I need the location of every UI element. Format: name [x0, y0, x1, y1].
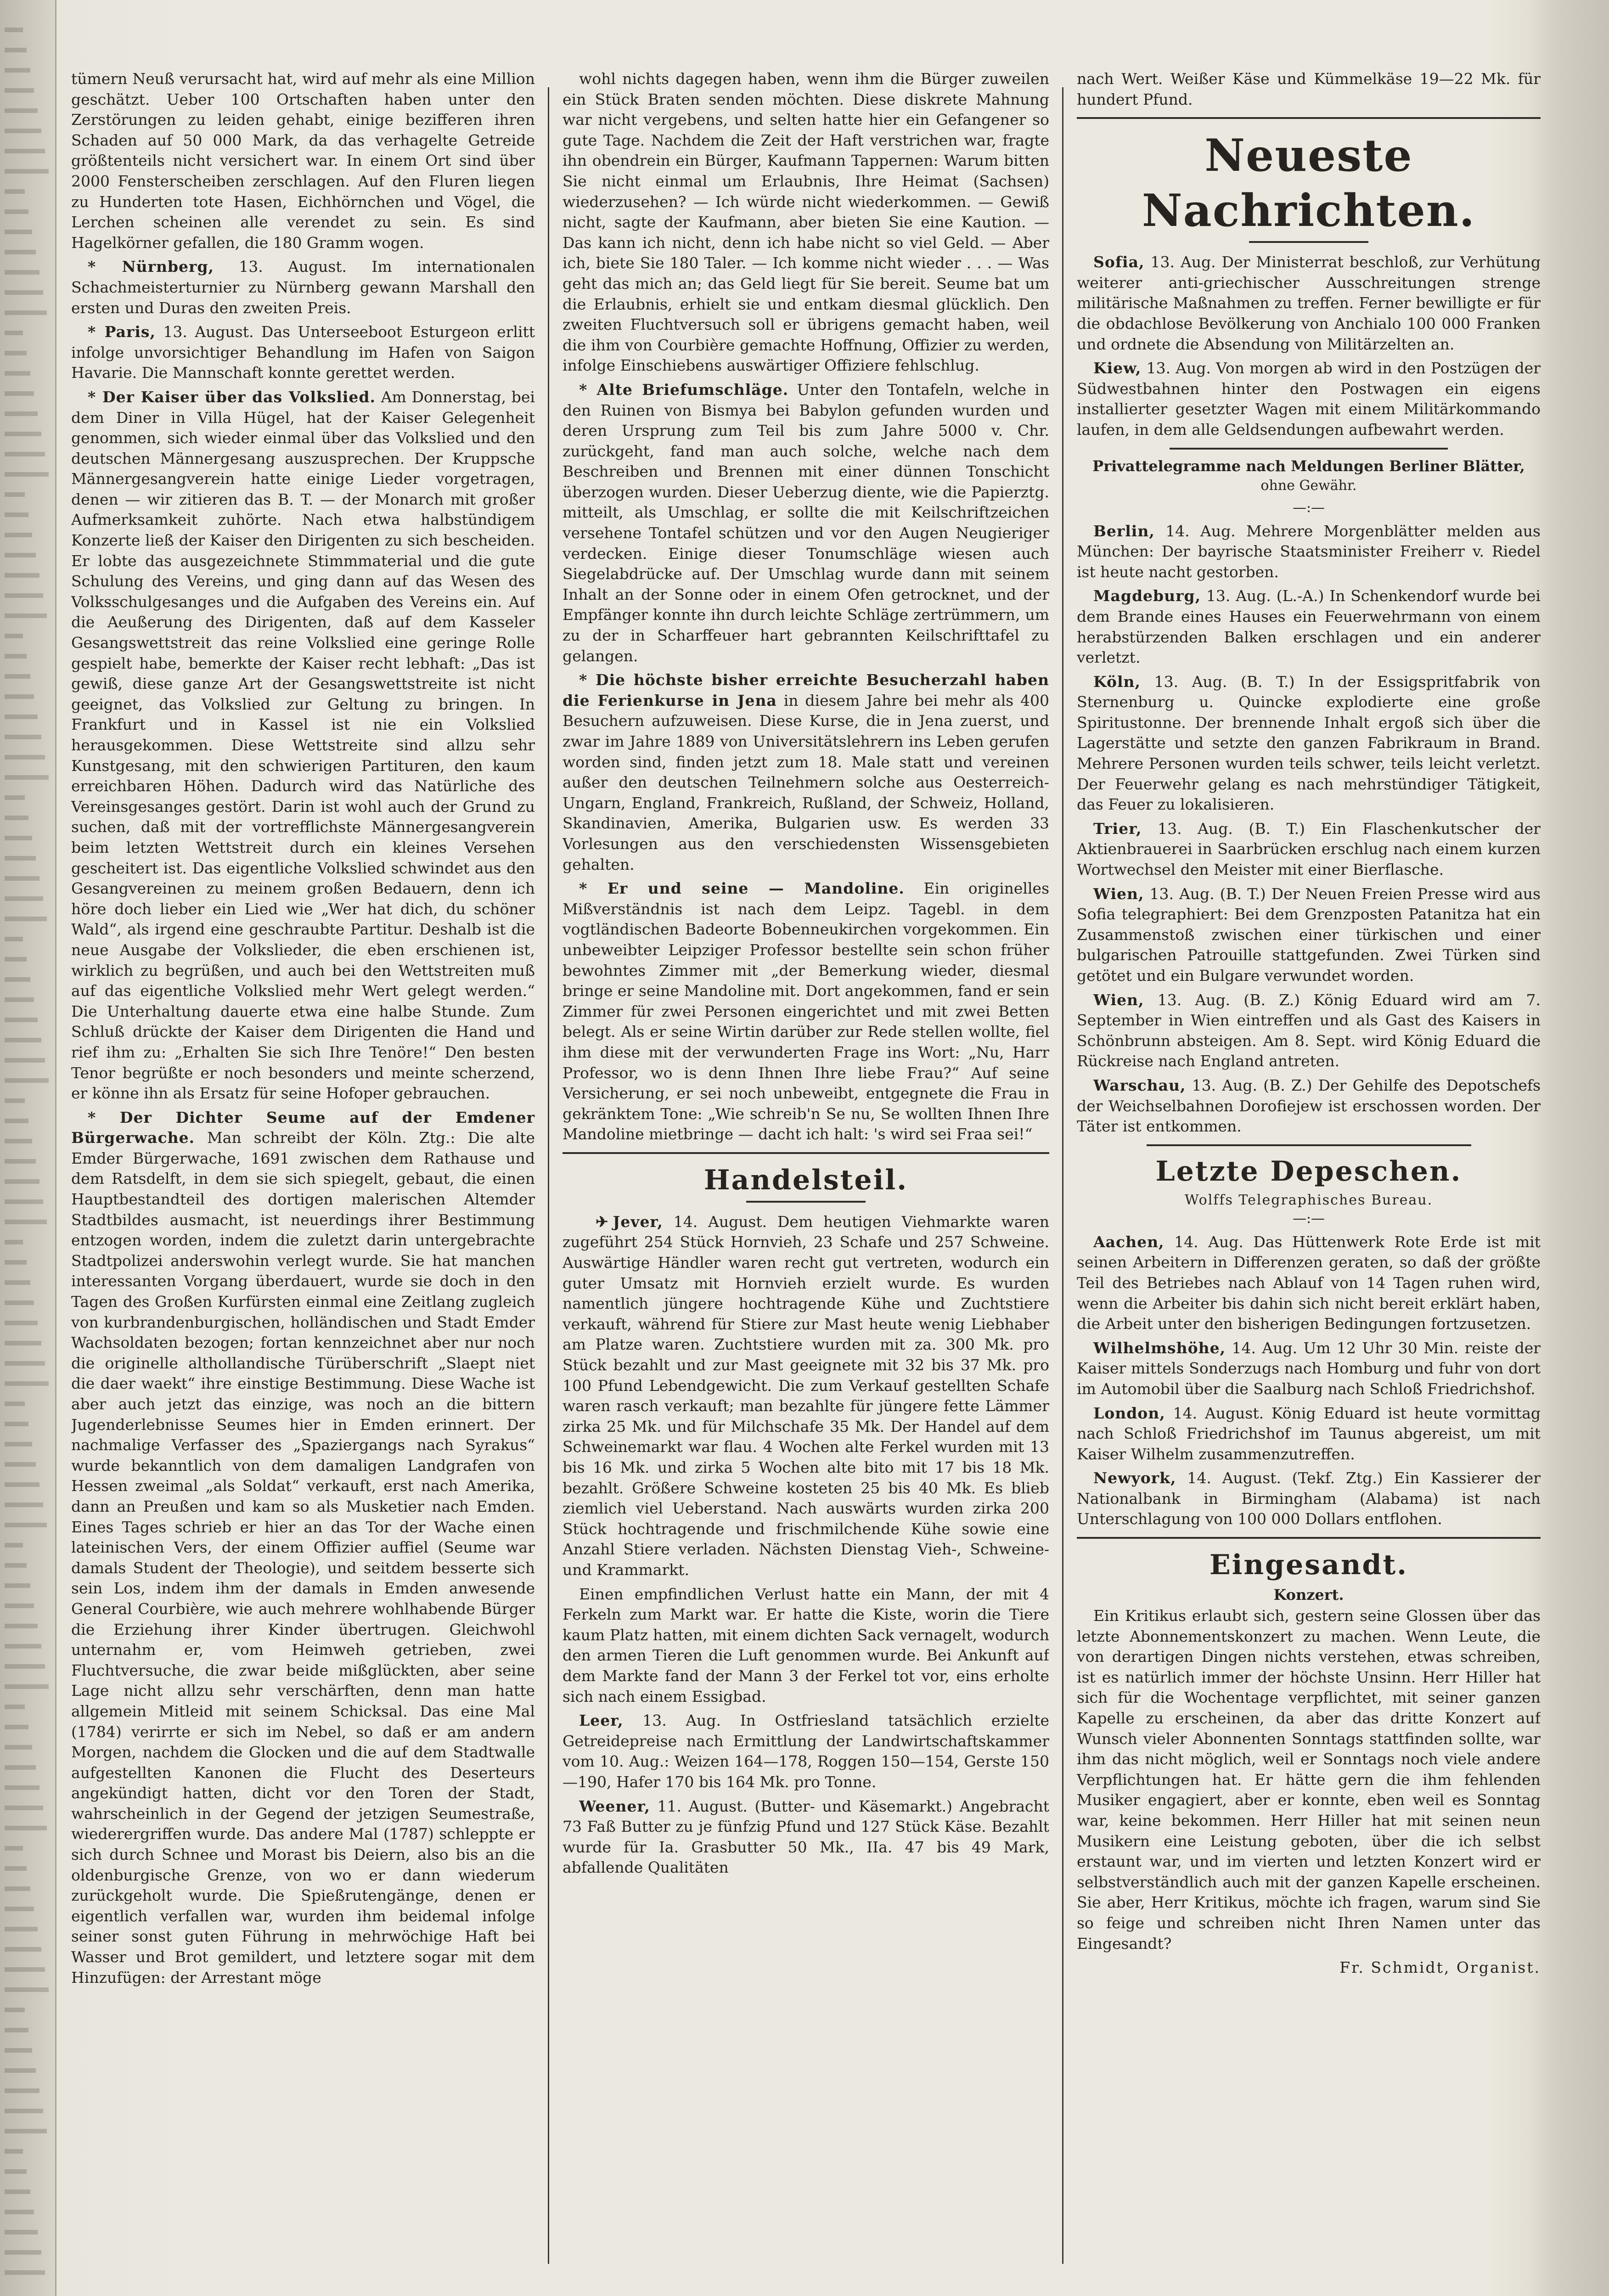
- edge-text-line: [5, 1260, 27, 1265]
- edge-text-line: [5, 1422, 28, 1426]
- news-text: 13. Aug. (B. Z.) König Eduard wird am 7. September in Wien eintreffen und als Gast des Kaisers in Schönbrunn absteigen. Am 8. Sept. wird König Eduard die Rückreise nach England antreten.: [1077, 990, 1541, 1070]
- edge-text-line: [5, 1987, 49, 1992]
- edge-text-line: [5, 2210, 34, 2214]
- news-lead: Warschau,: [1093, 1076, 1186, 1094]
- edge-text-line: [5, 2230, 38, 2234]
- edge-text-line: [5, 1240, 23, 1244]
- edge-text-line: [5, 472, 49, 477]
- news-item: [1077, 819, 1541, 880]
- article-continuation: tümern Neuß verursacht hat, wird auf mehr als eine Million geschätzt. Ueber 100 Ortschaften haben unter den Zerstörungen zu leiden gehabt, einige bezifferen ihren Schaden auf 50 000 Mark, da das verhagelte Getreide größtenteils nicht versichert war. In einem Ort sind über 2000 Fensterscheiben zerschlagen. Auf den Fluren liegen zu Hunderten tote Hasen, Eichhörnchen und Vögel, die Lerchen scheinen alle verendet zu sein. Es sind Hagelkörner gefallen, die 180 Gramm wogen.: [71, 70, 535, 252]
- news-item: [71, 1108, 535, 1988]
- news-item: [563, 1796, 1049, 1878]
- news-text: 14. August. König Eduard ist heute vormittag nach Schloß Friedrichshof im Taunus abgereist, um mit Kaiser Wilhelm zusammenzutreffen.: [1077, 1404, 1541, 1463]
- edge-text-line: [5, 1745, 32, 1750]
- article-continuation: nach Wert. Weißer Käse und Kümmelkäse 19—22 Mk. für hundert Pfund.: [1077, 70, 1541, 108]
- edge-text-line: [5, 1543, 23, 1548]
- news-lead: Trier,: [1093, 819, 1142, 838]
- news-lead: Wilhelmshöhe,: [1093, 1339, 1226, 1357]
- edge-text-line: [5, 937, 23, 941]
- edge-text-line: [5, 1967, 45, 1972]
- edge-text-line: [5, 1300, 34, 1305]
- news-text: 13. Aug. Von morgen ab wird in den Postzügen der Südwestbahnen hinter den Postwagen ein eigens installierter gesetzter Wagen mit einem Militärkommando laufen, in dem alle Geldsendungen aufbewahrt werden.: [1077, 359, 1541, 439]
- edge-text-line: [5, 1523, 47, 1527]
- edge-text-line: [5, 1482, 39, 1487]
- news-item: [563, 1212, 1049, 1581]
- news-lead: Jever,: [613, 1212, 663, 1231]
- edge-text-line: [5, 876, 39, 881]
- news-item: [563, 380, 1049, 666]
- edge-text-line: [5, 230, 32, 234]
- column-1: [71, 69, 535, 2264]
- edge-text-line: [5, 1705, 25, 1709]
- news-lead: * Er und seine — Mandoline.: [579, 879, 905, 898]
- news-list: [563, 69, 1049, 1145]
- neueste-nachrichten-heading: Neueste Nachrichten.: [1142, 129, 1476, 237]
- edge-text-line: [5, 108, 38, 113]
- news-item: [563, 69, 1049, 376]
- news-item: [71, 387, 535, 1104]
- news-item: [1077, 586, 1541, 668]
- edge-text-line: [5, 674, 30, 679]
- edge-text-line: [5, 1462, 36, 1467]
- edge-text-line: [5, 391, 34, 396]
- edge-text-line: [5, 1927, 38, 1931]
- edge-text-line: [5, 2189, 30, 2194]
- edge-text-line: [5, 250, 36, 254]
- separator-mark: —:—: [1292, 499, 1325, 516]
- edge-text-line: [5, 411, 38, 416]
- edge-text-line: [5, 1018, 38, 1022]
- edge-text-line: [5, 1401, 25, 1406]
- news-list: [1077, 521, 1541, 1137]
- edge-text-line: [5, 1826, 47, 1830]
- news-list: [1077, 1232, 1541, 1530]
- edge-text-line: [5, 1644, 41, 1649]
- news-text: 13. Aug. (B. T.) Der Neuen Freien Presse wird aus Sofia telegraphiert: Bei dem Grenzposten Patanitza hat ein Zusammenstoß zwischen einer türkischen und einer bulgarischen Patrouille stattgefunden. Zwei Türken sind getötet und ein Bulgare verwundet worden.: [1077, 884, 1541, 985]
- edge-text-line: [5, 2068, 36, 2073]
- newspaper-page: [57, 69, 1541, 2264]
- edge-text-line: [5, 1725, 28, 1729]
- privattelegramme-heading: Privattelegramme nach Meldungen Berliner Blätter,: [1092, 457, 1525, 475]
- news-text: 14. August. Dem heutigen Viehmarkte waren zugeführt 254 Stück Hornvieh, 23 Schafe und 257 Schweine. Auswärtige Händler waren recht gut vertreten, wodurch ein guter Umsatz mit Hornvieh erzielt wurde. Es wurden namentlich jüngere hochtragende Kühe und Zuchtstiere verkauft, während für Stiere zur Mast heute wenig Liebhaber am Platze waren. Zuchtstiere wurden mit za. 300 Mk. pro Stück bezahlt und zur Mast geeignete mit 32 bis 37 Mk. pro 100 Pfund Lebendgewicht. Die zum Verkauf gestellten Schafe waren rasch verkauft; man bezahlte für jüngere fette Lämmer zirka 25 Mk. und für Milchschafe 35 Mk. Der Handel auf dem Schweinemarkt war flau. 4 Wochen alte Ferkel wurden mit 13 bis 16 Mk. und zirka 5 Wochen alte bito mit 17 bis 18 Mk. bezahlt. Größere Schweine kosteten 25 bis 40 Mk. Es blieb ziemlich viel Ueberstand. Nach auswärts wurden zirka 200 Stück hochtragende und frischmilchende Kühe sowie eine Anzahl Stiere verladen. Nächsten Dienstag Vieh-, Schweine- und Krammarkt.: [563, 1212, 1049, 1579]
- handelsteil-heading: Handelsteil.: [703, 1164, 908, 1196]
- section-divider: [563, 1152, 1049, 1154]
- edge-text-line: [5, 512, 28, 517]
- edge-text-line: [5, 1846, 23, 1851]
- edge-text-line: [5, 1604, 34, 1608]
- edge-text-line: [5, 1199, 43, 1204]
- edge-text-line: [5, 2008, 25, 2012]
- news-item: [1077, 252, 1541, 355]
- news-lead: Weener,: [579, 1797, 650, 1815]
- news-item: [71, 257, 535, 318]
- edge-text-line: [5, 209, 28, 214]
- edge-text-line: [5, 2028, 28, 2032]
- edge-text-line: [5, 270, 39, 275]
- edge-text-line: [5, 1684, 49, 1689]
- edge-text-line: [5, 997, 34, 1002]
- trade-list: [563, 1212, 1049, 1878]
- news-text: 13. Aug. (B. T.) Ein Flaschenkutscher der Aktienbrauerei in Saarbrücken erschlug nach einem kurzen Wortwechsel den Meister mit einer Bierflasche.: [1077, 819, 1541, 879]
- edge-text-line: [5, 2250, 41, 2255]
- edge-text-line: [5, 1139, 32, 1143]
- edge-text-line: [5, 371, 30, 376]
- edge-text-line: [5, 553, 36, 557]
- eingesandt-heading: Eingesandt.: [1209, 1549, 1408, 1581]
- column-3: [1077, 69, 1541, 2264]
- news-text: 14. Aug. Mehrere Morgenblätter melden aus München: Der bayrische Staatsminister Freiherr v. Riedel ist heute nacht gestorben.: [1077, 522, 1541, 581]
- news-list: [1077, 252, 1541, 440]
- news-list: [71, 257, 535, 1988]
- news-lead: Wien,: [1093, 884, 1144, 903]
- edge-text-line: [5, 310, 47, 315]
- edge-text-line: [5, 1280, 30, 1285]
- news-item: [1077, 672, 1541, 815]
- news-item: [563, 1584, 1049, 1707]
- news-text: in diesem Jahre bei mehr als 400 Besuchern aufzuweisen. Diese Kurse, die in Jena zuerst, und zwar im Jahre 1889 von Universitätslehrern ins Leben gerufen worden sind, finden jetzt zum 18. Male statt und vereinen außer den deutschen Teilnehmern solche aus Oesterreich-Ungarn, England, Frankreich, Rußland, der Schweiz, Holland, Skandinavien, Amerika, Bulgarien usw. Es werden 33 Vorlesungen aus den verschiedensten Wissensgebieten gehalten.: [563, 691, 1049, 873]
- edge-text-line: [5, 775, 49, 780]
- news-item: [71, 322, 535, 383]
- edge-text-line: [5, 634, 23, 638]
- news-text: 13. Aug. (B. Z.) Der Gehilfe des Depotschefs der Weichselbahnen Dorofiejew ist erschossen worden. Der Täter ist entkommen.: [1077, 1076, 1541, 1136]
- news-lead: Leer,: [579, 1711, 624, 1730]
- eingesandt-signature: Fr. Schmidt, Organist.: [1339, 1958, 1541, 1977]
- edge-text-line: [5, 492, 25, 497]
- edge-text-line: [5, 149, 45, 153]
- edge-text-line: [5, 2129, 47, 2133]
- edge-text-line: [5, 28, 23, 32]
- edge-text-line: [5, 836, 32, 840]
- news-item: [563, 670, 1049, 875]
- edge-text-line: [5, 88, 34, 93]
- edge-text-line: [5, 896, 43, 901]
- news-text: 14. August. (Tekf. Ztg.) Ein Kassierer der Nationalbank in Birmingham (Alabama) ist nach Unterschlagung von 100 000 Dollars entflohen.: [1077, 1469, 1541, 1528]
- edge-text-line: [5, 1220, 47, 1224]
- edge-text-line: [5, 1664, 45, 1669]
- news-text: 11. August. (Butter- und Käsemarkt.) Angebracht 73 Faß Butter zu je fünfzig Pfund und 127 Stück Käse. Bezahlt wurde für Ia. Grasbutter 50 Mk., IIa. 47 bis 49 Mark, abfallende Qualitäten: [563, 1797, 1049, 1877]
- news-item: [1077, 358, 1541, 440]
- news-lead: * Alte Briefumschläge.: [579, 380, 789, 399]
- news-item: [1077, 1403, 1541, 1465]
- edge-text-line: [5, 654, 27, 658]
- news-text: Ein originelles Mißverständnis ist nach dem Leipz. Tagebl. in dem vogtländischen Badeorte Bobenneukirchen vorgekommen. Ein unbeweibter Leipziger Professor bestellte sein schon früher bewohntes Zimmer mit „der Bemerkung wieder, diesmal bringe er seine Mandoline mit. Dort angekommen, fand er sein Zimmer für zwei Personen eingerichtet und mit zwei Betten belegt. Als er seine Wirtin darüber zur Rede stellen wollte, fiel ihm diese mit der verwunderten Frage ins Wort: „Nu, Harr Professor, wo is denn Ihnen Ihre liebe Frau?“ Auf seine Versicherung, er sei noch unbeweibt, entgegnete die Frau in gekränktem Tone: „Wie schreib'n Se nu, Se wollten Ihnen Ihre Mandoline mietbringe — dacht ich halt: 's wird sei Fraa sei!“: [563, 879, 1049, 1143]
- eingesandt-subtitle: Konzert.: [1273, 1586, 1344, 1604]
- edge-text-line: [5, 917, 47, 921]
- edge-text-line: [5, 290, 43, 295]
- edge-text-line: [5, 694, 34, 699]
- news-lead: * Paris,: [88, 323, 156, 341]
- heading-underline: [746, 1201, 866, 1203]
- edge-text-line: [5, 1765, 36, 1770]
- news-text: Man schreibt der Köln. Ztg.: Die alte Emder Bürgerwache, 1691 zwischen dem Rathause und dem Ratsdelft, in dem sie sich spiegelt, gebaut, die einen Hauptbestandteil des dortigen malerischen Altemder Stadtbildes ausmacht, ist neuerdings ihrer Bestimmung entzogen worden, indem die zuletzt darin untergebrachte Stadtpolizei anderswohin verlegt wurde. Sie hat manchen interessanten Vorgang überdauert, wurde sie doch in den Tagen des Großen Kurfürsten einmal eine Zeitlang zugleich von kurbrandenburgischen, holländischen und Stadt Emder Wachsoldaten bezogen; fortan kennzeichnet aber nur noch die originelle althollandische Türüberschrift „Slaept niet die daer waekt“ ihre einstige Bestimmung. Diese Wache ist aber auch jetzt das einzige, was noch an die bittern Jugenderlebnisse Seumes hier in Emden erinnert. Der nachmalige Verfasser des „Spaziergangs nach Syrakus“ wurde bekanntlich von dem damaligen Landgrafen von Hessen zweimal „als Soldat“ verkauft, erst nach Amerika, dann an Preußen und kam so als Musketier nach Emden. Eines Tages schrieb er hier an das Tor der Wache einen lateinischen Vers, der einem Offizier auffiel (Seume war damals Student der Theologie), und seitdem besserte sich sein Los, indem ihm der damals in Emden anwesende General Courbière, wie auch mehrere wohlhabende Bürger die Erziehung ihrer Kinder übertrugen. Gleichwohl unternahm er, vom Heimweh getrieben, zwei Fluchtversuche, die zwar beide mißglückten, aber seine Lage nicht allzu sehr verschärften, denn man hatte allgemein Mitleid mit seinem Schicksal. Das eine Mal (1784) verirrte er sich im Nebel, so daß er am andern Morgen, nachdem die Glocken und die auf dem Stadtwalle aufgestellten Kanonen die Flucht des Deserteurs angekündigt hatten, dicht vor den Toren der Stadt, wahrscheinlich in der Gegend der jetzigen Seumestraße, wiederergriffen wurde. Das andere Mal (1787) schleppte er sich durch Schnee und Morast bis Deiern, also bis an die oldenburgische Grenze, von wo er dann wiederum zurückgeholt wurde. Die Spießrutengänge, denen er eigentlich verfallen war, wurden ihm beidemal infolge seiner sonst guten Führung in mehrwöchige Haft bei Wasser und Brot gemildert, und letztere sogar mit dem Hinzufügen: der Arrestant möge: [71, 1129, 535, 1986]
- edge-text-line: [5, 1947, 41, 1952]
- news-item: [1077, 521, 1541, 583]
- column-2: [563, 69, 1049, 2264]
- news-lead: London,: [1093, 1404, 1165, 1422]
- edge-text-line: [5, 1038, 41, 1042]
- news-text: Unter den Tontafeln, welche in den Ruinen von Bismya bei Babylon gefunden wurden und deren Ursprung zum Teil bis zum Jahre 5000 v. Chr. zurückgeht, fand man auch solche, welche nach dem Beschreiben und Brennen mit einer dünnen Tonschicht überzogen wurden. Dieser Ueberzug diente, wie die Papierztg. mitteilt, als Umschlag, er sollte die mit Keilschriftzeichen versehene Tontafel schützen und vor den Augen Neugieriger verdecken. Einige dieser Tonumschläge wiesen auch Siegelabdrücke auf. Der Umschlag wurde dann mit seinem Inhalt an der Sonne oder in einem Ofen getrocknet, und der Empfänger konnte ihn durch leichte Schläge zertrümmern, um zu der in Scharffeuer hart gebrannten Keilschrifttafel zu gelangen.: [563, 380, 1049, 665]
- edge-text-line: [5, 1341, 41, 1345]
- edge-text-line: [5, 1361, 45, 1366]
- edge-text-line: [5, 957, 27, 962]
- edge-text-line: [5, 2169, 27, 2174]
- news-lead: * Der Dichter Seume auf der Emdener Bürgerwache.: [71, 1108, 535, 1147]
- edge-text-line: [5, 715, 38, 719]
- letzte-depeschen-subtitle: Wolffs Telegraphisches Bureau.: [1184, 1192, 1433, 1208]
- news-text: Einen empfindlichen Verlust hatte ein Mann, der mit 4 Ferkeln zum Markt war. Er hatte die Kiste, worin die Tiere kaum Platz hatten, mit einem dichten Sack vernagelt, wodurch den armen Tieren die Luft genommen wurde. Bei Ankunft auf dem Markte fand der Mann 3 der Ferkel tot vor, eins erholte sich nach einem Essigbad.: [563, 1585, 1049, 1705]
- previous-page-edge: [0, 0, 56, 2296]
- edge-text-line: [5, 1442, 32, 1446]
- news-lead: Newyork,: [1093, 1469, 1176, 1487]
- edge-text-line: [5, 1098, 25, 1103]
- news-text: 13. Aug. In Ostfriesland tatsächlich erzielte Getreidepreise nach Ermittlung der Landwirtschaftskammer vom 10. Aug.: Weizen 164—178, Roggen 150—154, Gerste 150—190, Hafer 170 bis 164 Mk. pro Tonne.: [563, 1711, 1049, 1791]
- news-lead: Aachen,: [1093, 1232, 1165, 1251]
- edge-text-line: [5, 68, 30, 73]
- edge-text-line: [5, 1321, 38, 1325]
- edge-text-line: [5, 48, 27, 52]
- edge-text-line: [5, 1058, 45, 1063]
- edge-text-line: [5, 1907, 34, 1911]
- edge-text-line: [5, 977, 30, 982]
- news-lead: Sofia,: [1093, 253, 1145, 271]
- news-text: 13. Aug. Der Ministerrat beschloß, zur Verhütung weiterer anti-griechischer Ausschreitungen strenge militärische Maßnahmen zu treffen. Ferner bewilligte er für die obdachlose Bevölkerung von Anchialo 100 000 Franken und ordnete die Absendung von Militärzelten an.: [1077, 253, 1541, 353]
- letzte-depeschen-heading: Letzte Depeschen.: [1155, 1155, 1462, 1187]
- column-rule: [548, 87, 549, 2264]
- news-lead: * Der Kaiser über das Volkslied.: [88, 388, 376, 406]
- edge-text-line: [5, 816, 28, 820]
- edge-text-line: [5, 1563, 27, 1568]
- edge-text-line: [5, 1583, 30, 1588]
- news-item: [563, 878, 1049, 1145]
- news-text: 14. Aug. Um 12 Uhr 30 Min. reiste der Kaiser mittels Sonderzugs nach Homburg und fuhr von dort im Automobil über die Saalburg nach Schloß Friedrichshof.: [1077, 1339, 1541, 1398]
- news-item: [1077, 1232, 1541, 1334]
- news-text: 13. August. Im internationalen Schachmeisterturnier zu Nürnberg gewann Marshall den ersten und Duras den zweiten Preis.: [71, 258, 535, 317]
- news-text: wohl nichts dagegen haben, wenn ihm die Bürger zuweilen ein Stück Braten senden möchten. Diese diskrete Mahnung war nicht vergebens, und selten hatte hier ein Gefangener so gute Tage. Nachdem die Zeit der Haft verstrichen war, fragte ihn obendrein ein Bürger, Kaufmann Tappernen: Warum bitten Sie nicht einmal um Erlaubnis, Ihre Heimat (Sachsen) wiederzusehen? — Ich würde nicht wiederkommen. — Gewiß nicht, sagte der Kaufmann, aber bieten Sie eine Kaution. — Das kann ich nicht, denn ich habe nicht so viel Geld. — Aber ich, biete Sie 180 Taler. — Ich komme nicht wieder . . . — Was geht das mich an; das Geld liegt für Sie bereit. Seume bat um die Erlaubnis, erhielt sie und entkam diesmal glücklich. Den zweiten Fluchtversuch soll er übrigens gemacht haben, weil die ihm von Courbière gemachte Hoffnung, Offizier zu werden, infolge Einschiebens auswärtiger Offiziere fehlschlug.: [563, 70, 1049, 375]
- edge-text-line: [5, 452, 45, 456]
- news-text: 13. Aug. (B. T.) In der Essigspritfabrik von Sternenburg u. Quincke explodierte eine große Spiritustonne. Der brennende Inhalt ergoß sich über die Lagerstätte und setzte den ganzen Fabrikraum in Brand. Mehrere Personen wurden teils schwer, teils leicht verletzt. Der Feuerwehr gelang es nach mehrstündiger Tätigkeit, das Feuer zu lokalisieren.: [1077, 672, 1541, 814]
- section-divider: [1077, 117, 1541, 119]
- section-divider: [1147, 1144, 1471, 1146]
- news-lead: Magdeburg,: [1093, 587, 1201, 605]
- section-divider: [1077, 1537, 1541, 1539]
- edge-text-line: [5, 1866, 27, 1871]
- edge-text-line: [5, 169, 49, 174]
- news-lead: Kiew,: [1093, 359, 1142, 377]
- edge-text-line: [5, 755, 45, 760]
- edge-text-line: [5, 432, 41, 436]
- news-lead: Berlin,: [1093, 522, 1155, 540]
- edge-text-line: [5, 189, 25, 194]
- airplane-icon: ✈: [596, 1212, 608, 1231]
- edge-text-line: [5, 1886, 30, 1891]
- news-item: [1077, 884, 1541, 986]
- news-text: 13. Aug. (L.-A.) In Schenkendorf wurde bei dem Brande eines Hauses ein Feuerwehrmann von einem herabstürzenden Balken erschlagen und ein anderer verletzt.: [1077, 587, 1541, 667]
- edge-text-line: [5, 1806, 43, 1810]
- edge-text-line: [5, 2088, 39, 2093]
- edge-text-line: [5, 2149, 23, 2154]
- edge-text-line: [5, 351, 27, 355]
- news-text: 13. August. Das Unterseeboot Esturgeon erlitt infolge unvorsichtiger Behandlung im Hafen von Saigon Havarie. Die Mannschaft konnte gerettet werden.: [71, 323, 535, 382]
- edge-text-line: [5, 331, 23, 335]
- separator-mark: —:—: [1292, 1210, 1325, 1227]
- column-rule: [1062, 87, 1063, 2264]
- news-lead: * Nürnberg,: [88, 258, 214, 276]
- edge-text-line: [5, 533, 32, 537]
- news-item: [1077, 1075, 1541, 1137]
- edge-text-line: [5, 1503, 43, 1507]
- heading-underline: [1249, 241, 1368, 243]
- edge-text-line: [5, 129, 41, 133]
- edge-text-line: [5, 2048, 32, 2053]
- edge-text-line: [5, 2109, 43, 2113]
- section-divider: [1170, 448, 1448, 450]
- edge-text-line: [5, 2270, 45, 2275]
- edge-text-line: [5, 1179, 39, 1184]
- edge-text-line: [5, 1624, 38, 1628]
- news-item: [1077, 1468, 1541, 1530]
- edge-text-line: [5, 735, 41, 739]
- news-lead: Wien,: [1093, 990, 1144, 1009]
- edge-text-line: [5, 593, 43, 598]
- edge-text-line: [5, 573, 39, 578]
- edge-text-line: [5, 795, 25, 800]
- privattelegramme-subtitle: ohne Gewähr.: [1260, 477, 1357, 494]
- edge-text-line: [5, 1078, 49, 1083]
- news-item: [1077, 990, 1541, 1072]
- news-text: Am Donnerstag, bei dem Diner in Villa Hügel, hat der Kaiser Gelegenheit genommen, sich wieder einmal über das Volkslied und den deutschen Männergesang auszusprechen. Der Kruppsche Männergesangverein hatte einige Lieder vorgetragen, denen — wir zitieren das B. T. — der Monarch mit großer Aufmerksamkeit zuhörte. Nach etwa halbstündigem Konzerte ließ der Kaiser den Dirigenten zu sich bescheiden. Er lobte das ausgezeichnete Stimmmaterial und die gute Schulung des Vereins, und ging dann auf das Wesen des Volksschulgesanges und die Aufgaben des Vereins ein. Auf die Aeußerung des Dirigenten, daß auf dem Kasseler Gesangswettstreit das reine Volkslied eine geringe Rolle gespielt habe, bemerkte der Kaiser recht lebhaft: „Das ist gewiß, diese ganze Art der Gesangswettstreite ist nicht geeignet, das Volkslied zur Geltung zu bringen. In Frankfurt und in Kassel ist nie ein Volkslied herausgekommen. Diese Wettstreite sind allzu sehr Kunstgesang, mit den schwierigen Partituren, den kaum erreichbaren Höhen. Dadurch wird das Natürliche des Vereinsgesanges gestört. Darin ist wohl auch der Grund zu suchen, daß mit der vortrefflichste Männergesangverein beim letzten Wettstreit durch ein kleines Versehen gescheitert ist. Das eigentliche Volkslied schwindet aus den Gesangvereinen zu meinem großen Bedauern, denn ich höre doch lieber ein Lied wie „Wer hat dich, du schöner Wald“, als irgend eine geschraubte Partitur. Deshalb ist die neue Ausgabe der Volkslieder, die eben erschienen ist, wirklich zu begrüßen, und auch bei den Wettstreiten muß auf das eigentliche Volkslied mehr Wert gelegt werden.“ Die Unterhaltung dauerte etwa eine halbe Stunde. Zum Schluß drückte der Kaiser dem Dirigenten die Hand und rief ihm zu: „Erhalten Sie sich Ihre Tenöre!“ Den besten Tenor begrüßte er noch besonders und meinte scherzend, er könne ihn als Ersatz für seine Hofoper gebrauchen.: [71, 388, 535, 1103]
- edge-text-line: [5, 613, 47, 618]
- news-text: 14. Aug. Das Hüttenwerk Rote Erde ist mit seinen Arbeitern in Differenzen geraten, so daß der größte Teil des Betriebes nach Ablauf von 14 Tagen ruhen wird, wenn die Arbeiter bis dahin sich nicht bereit erklärt haben, die Arbeit unter den bisherigen Bedingungen fortzusetzen.: [1077, 1232, 1541, 1333]
- edge-text-line: [5, 1381, 49, 1386]
- edge-text-line: [5, 1785, 39, 1790]
- edge-text-line: [5, 856, 36, 861]
- news-lead: Köln,: [1093, 672, 1141, 691]
- news-item: [563, 1711, 1049, 1792]
- news-lead: * Die höchste bisher erreichte Besucherzahl haben die Ferienkurse in Jena: [563, 671, 1049, 709]
- news-item: [1077, 1338, 1541, 1400]
- edge-text-line: [5, 1159, 36, 1164]
- edge-text-line: [5, 1119, 28, 1123]
- eingesandt-body: Ein Kritikus erlaubt sich, gestern seine Glossen über das letzte Abonnementskonzert zu machen. Wenn Leute, die von derartigen Dingen nichts verstehen, etwas schreiben, ist es natürlich immer der höchste Unsinn. Herr Hiller hat sich für die Wochentage verpflichtet, mit seiner ganzen Kapelle zu erscheinen, da aber das dritte Konzert auf Wunsch vieler Abonnenten Sonntags stattfinden sollte, war ihm das nicht möglich, weil er Sonntags noch viele andere Verpflichtungen hat. Er hätte gern die ihm fehlenden Musiker engagiert, aber er konnte, eben weil es Sonntag war, keine bekommen. Herr Hiller hat mit seinen neun Musikern eine Leistung geboten, über die ich selbst erstaunt war, und im vierten und letzten Konzert wird er selbstverständlich auch mit der ganzen Kapelle erscheinen. Sie aber, Herr Kritikus, möchte ich fragen, warum sind Sie so feige und schreiben nicht Ihren Namen unter das Eingesandt?: [1077, 1607, 1541, 1953]
